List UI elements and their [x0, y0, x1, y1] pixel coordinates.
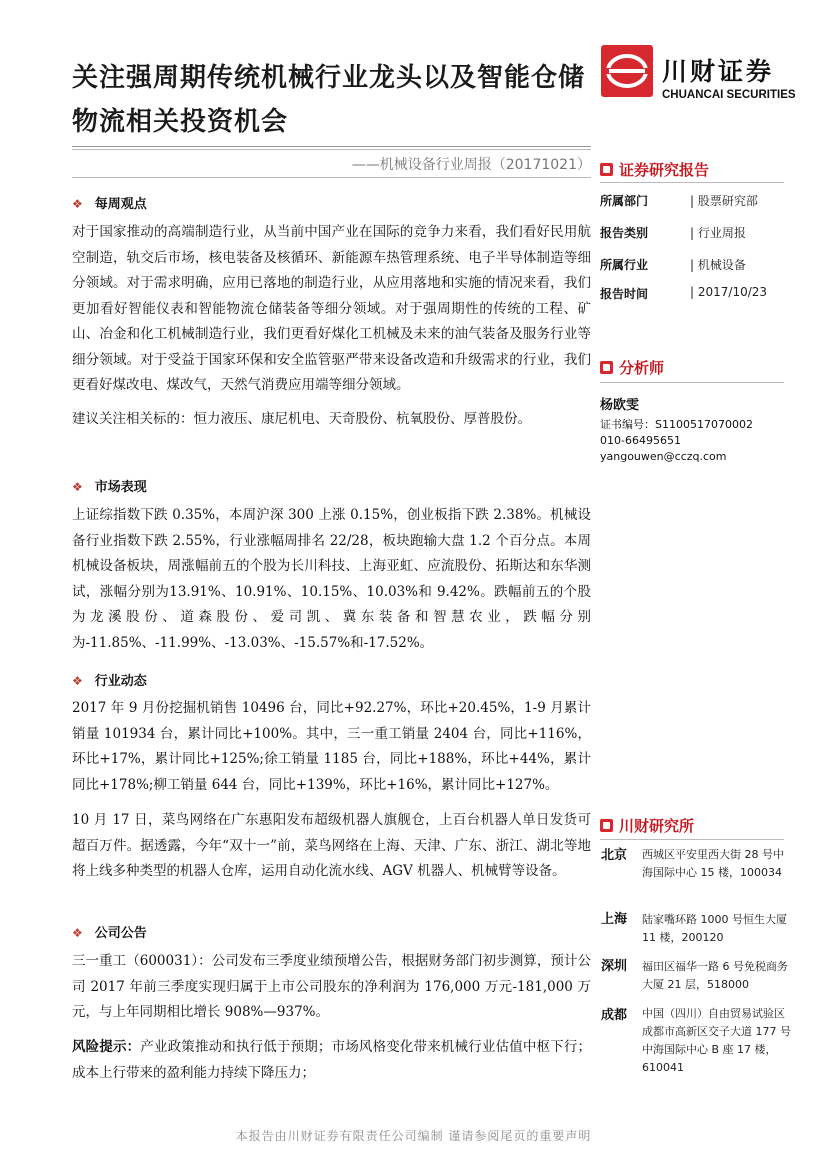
subtitle-divider: [72, 177, 591, 178]
logo-name: 川财证券: [662, 57, 775, 86]
analyst-block: [600, 398, 753, 465]
diamond-bullet-icon: ❖: [72, 674, 83, 688]
office-city: 北京: [601, 848, 628, 863]
analyst-name: 杨欧雯: [600, 398, 640, 413]
weekly-view-body: [72, 220, 591, 432]
paragraph: 10 月 17 日，菜鸟网络在广东惠阳发布超级机器人旗舰仓，上百台机器人单日发货可超百万件。据透露，今年“双十一”前，菜鸟网络在上海、天津、广东、浙江、湖北等地将上线多种类型的机器人仓库，运用自动化流水线、AGV 机器人、机械臂等设备。: [72, 812, 591, 879]
section-heading-weekly-view: ❖ 每周观点: [72, 197, 147, 212]
office-city: 成都: [601, 1008, 628, 1023]
report-type-heading: 证券研究报告: [600, 159, 709, 180]
square-marker-icon: [600, 361, 613, 374]
market-body: [72, 503, 591, 656]
section-heading-industry: ❖ 行业动态: [72, 674, 147, 689]
office-city: 深圳: [601, 959, 628, 974]
page-footer: 本报告由川财证券有限责任公司编制 谨请参阅尾页的重要声明: [235, 1129, 592, 1143]
analyst-cert: 证书编号：S1100517070002: [600, 418, 753, 431]
risk-warning: [72, 1035, 591, 1086]
header-divider: [72, 149, 591, 150]
report-subtitle: ——机械设备行业周报（20171021）: [351, 157, 591, 173]
analyst-email[interactable]: yangouwen@cczq.com: [600, 450, 727, 463]
sidebar-divider: [600, 182, 784, 183]
paragraph: 对于国家推动的高端制造行业，从当前中国产业在国际的竞争力来看，我们看好民用航空制造，轨交后市场，核电装备及核循环、新能源车热管理系统、电子半导体制造等细分领域。对于需求明确，应用已落地的制造行业，从应用落地和实施的情况来看，我们更加看好智能仪表和智能物流仓储装备等细分领域。对于强周期性的传统的工程、矿山、冶金和化工机械制造行业，我们更看好煤化工机械及未来的油气装备及服务行业等细分领域。对于受益于国家环保和安全监管驱严带来设备改造和升级需求的行业，我们更看好煤改电、煤改气，天然气消费应用端等细分领域。: [72, 224, 591, 393]
logo-english: CHUANCAI SECURITIES: [662, 89, 796, 101]
report-title: 关注强周期传统机械行业龙头以及智能仓储物流相关投资机会: [72, 63, 586, 137]
logo-icon: [601, 45, 653, 97]
analyst-heading: 分析师: [600, 357, 664, 378]
square-marker-icon: [600, 819, 613, 832]
header-divider: [72, 146, 591, 147]
section-heading-market: ❖ 市场表现: [72, 480, 147, 495]
section-heading-announcement: ❖ 公司公告: [72, 926, 147, 941]
analyst-phone: 010-66495651: [600, 434, 681, 447]
office-address: 福田区福华一路 6 号免税商务大厦 21 层，518000: [642, 960, 788, 991]
office-address: 陆家嘴环路 1000 号恒生大厦 11 楼，200120: [642, 913, 787, 944]
diamond-bullet-icon: ❖: [72, 197, 83, 211]
risk-text: 产业政策推动和执行低于预期；市场风格变化带来机械行业估值中枢下行；成本上行带来的盈利能力持续下降压力；: [72, 1039, 592, 1081]
industry-body: [72, 696, 591, 885]
office-city: 上海: [601, 912, 628, 927]
paragraph: 2017 年 9 月份挖掘机销售 10496 台，同比+92.27%，环比+20.45%，1-9 月累计销量 101934 台，累计同比+100%。其中，三一重工销量 2404 台，同比+116%，环比+17%，累计同比+125%;徐工销量 1185 台，同比+188%，环比+44%，累计同比+178%;柳工销量 644 台，同比+139%，环比+16%，累计同比+127%。: [72, 700, 591, 793]
square-marker-icon: [600, 163, 613, 176]
paragraph: 上证综指数下跌 0.35%，本周沪深 300 上涨 0.15%，创业板指下跌 2.38%。机械设备行业指数下跌 2.55%，行业涨幅周排名 22/28，板块跑输大盘 1.2 个百分点。本周机械设备板块，周涨幅前五的个股为长川科技、上海亚虹、应流股份、拓斯达和东华测试，涨幅分别为13.91%、10.91%、10.15%、10.03%和 9.42%。跌幅前五的个股为龙溪股份、道森股份、爱司凯、冀东装备和智慧农业，跌幅分别为-11.85%、-11.99%、-13.03%、-15.57%和-17.52%。: [72, 507, 591, 651]
institute-heading: 川财研究所: [600, 815, 694, 836]
paragraph: 三一重工（600031）：公司发布三季度业绩预增公告，根据财务部门初步测算，预计公司 2017 年前三季度实现归属于上市公司股东的净利润为 176,000 万元-181,000 万元，与上年同期相比增长 908%—937%。: [72, 953, 591, 1020]
diamond-bullet-icon: ❖: [72, 926, 83, 940]
sidebar-divider: [600, 839, 784, 840]
announcement-body: [72, 949, 591, 1026]
diamond-bullet-icon: ❖: [72, 480, 83, 494]
office-address: 中国（四川）自由贸易试验区成都市高新区交子大道 177 号中海国际中心 B 座 17 楼，610041: [642, 1007, 791, 1074]
risk-label: 风险提示：: [72, 1039, 141, 1055]
office-address: 西城区平安里西大街 28 号中海国际中心 15 楼，100034: [642, 848, 784, 879]
paragraph: 建议关注相关标的：恒力液压、康尼机电、天奇股份、杭氧股份、厚普股份。: [72, 410, 531, 427]
sidebar-divider: [600, 382, 784, 383]
